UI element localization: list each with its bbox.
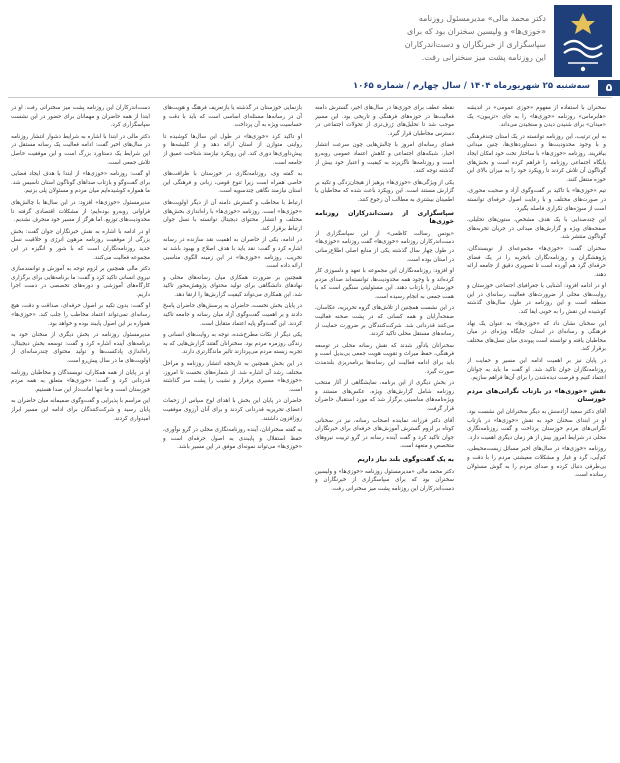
issue-info: سه‌شنبه ۲۵ شهریورماه ۱۴۰۴ / سال چهارم / شماره ۱۰۶۵ [352,81,590,91]
article-paragraph: مدیرمسئول روزنامه در بخش دیگری از سخنان خود به برنامه‌های آینده اشاره کرد و گفت: توسعه بخش دیجیتال، راه‌اندازی پادکست‌ها و تولید محتوای چندرسانه‌ای از اولویت‌های ما در سال پیش‌رو است. [11,332,150,365]
article-paragraph: در پایان بخش نخست، حاضران به پرسش‌های حاضران پاسخ دادند و بر اهمیت گفت‌وگوی آزاد میان رسانه و جامعه تاکید کردند. این گفت‌وگو پایه اعتماد متقابل است. [163,303,302,327]
article-paragraph: در ادامه، یکی از حاضران به اهمیت نقد سازنده در رسانه اشاره کرد و گفت: نقد باید با هدف اصلاح و بهبود باشد نه تخریب. روزنامه «خوزی‌ها» در این زمینه الگوی مناسبی ارائه داده است. [163,237,302,270]
article-paragraph: آقای دکتر سعید آزادمنش به دیگر سخنرانان این نشست بود. او در ابتدای سخنان خود به نقش «خوزی‌ها» در بازتاب نگرانی‌های مردم خوزستان پرداخت و گفت روزنامه‌نگاری محلی در شرایط امروز بیش از هر زمان دیگری اهمیت دارد. [467,409,606,441]
article-paragraph: مدیرمسئول «خوزی‌ها» افزود: در این سال‌ها با چالش‌های فراوانی روبه‌رو بوده‌ایم؛ از مشکلات اقتصادی گرفته تا محدودیت‌های توزیع. اما هرگز از مسیر خود منحرف نشدیم. [11,199,150,224]
article-paragraph: روزنامه «خوزی‌ها» در سال‌های اخیر مسائل زیست‌محیطی، کم‌آبی، گرد و غبار و مشکلات معیشتی مردم را با دقت و بی‌طرفی دنبال کرده و صدای مردم را به گوش مسئولان رسانده است. [467,446,606,479]
article-paragraph: او در پایان از همه همکاران، نویسندگان و مخاطبان روزنامه قدردانی کرد و گفت: «خوزی‌ها» متعلق به همه مردم خوزستان است و ما تنها امانت‌دار این صدا هستیم. [11,369,150,393]
article-paragraph: این سخنان نشان داد که «خوزی‌ها» به عنوان یک نهاد فرهنگی و رسانه‌ای در استان، جایگاه ویژه‌ای در میان مخاطبان یافته و توانسته است پیوندی میان نسل‌های مختلف برقرار کند. [467,320,606,353]
article-paragraph: در پایان نیز بر اهمیت ادامه این مسیر و حمایت از روزنامه‌نگاران جوان تاکید شد. او گفت ما باید به جوانان اعتماد کنیم و فرصت دیده‌شدن را برای آن‌ها فراهم سازیم. [467,358,606,382]
newspaper-logo-icon [554,5,612,77]
article-paragraph: به گفته سخنرانان، آینده روزنامه‌نگاری محلی در گرو نوآوری، حفظ استقلال و پایبندی به اصول حرفه‌ای است و «خوزی‌ها» می‌تواند نمونه‌ای موفق در این مسیر باشد. [163,427,302,451]
article-paragraph: او در ادامه با اشاره به نقش خبرنگاران جوان گفت: بخش بزرگی از موفقیت روزنامه مرهون انرژی و خلاقیت نسل جدید روزنامه‌نگاران است که با شور و انگیزه در این مجموعه فعالیت می‌کنند. [11,228,150,261]
article-paragraph: او افزود: روزنامه‌نگاران این مجموعه با تعهد و دلسوزی کار کرده‌اند و با وجود همه محدودیت‌ها، توانسته‌اند صدای مردم خوزستان را بازتاب دهند. این مسئولیتی سنگین است که با همت جمعی به انجام رسیده است. [315,268,454,300]
text-column-2 [315,104,454,754]
article-paragraph: در بخش دیگری از این برنامه، نمایشگاهی از آثار منتخب روزنامه شامل گزارش‌های ویژه، عکس‌های مستند و ویژه‌نامه‌های مناسبتی برگزار شد که مورد استقبال حاضران قرار گرفت. [315,380,454,412]
article-paragraph: او گفت: بدون تکیه بر اصول حرفه‌ای، صداقت و دقت، هیچ رسانه‌ای نمی‌تواند اعتماد مخاطب را جلب کند. «خوزی‌ها» همواره بر این اصول پایبند بوده و خواهد بود. [11,303,150,327]
article-paragraph: دست‌اندرکاران این روزنامه پشت میز سخنرانی رفت. او در ابتدا از همه حاضران و مهمانان برای حضور در این نشست سپاسگزاری کرد. [11,105,150,129]
article-paragraph: یکی از ویژگی‌های «خوزی‌ها» پرهیز از هیجان‌زدگی و تکیه بر گزارش مستند است. این رویکرد باعث شده که مخاطبان با اطمینان بیشتری به مطالب آن رجوع کنند. [315,179,454,203]
article-paragraph: او تاکید کرد «خوزی‌ها» در طول این سال‌ها کوشیده تا روایتی متوازن از استان ارائه دهد و از کلیشه‌ها و پیش‌داوری‌ها دوری کند. این رویکرد نیازمند شناخت عمیق از جامعه است. [163,133,302,166]
text-column-3 [163,104,302,754]
text-column-1 [467,104,606,754]
article-paragraph: فضای رسانه‌ای امروز با چالش‌هایی چون سرعت انتشار اخبار، شبکه‌های اجتماعی و کاهش اعتماد عمومی روبه‌رو است و روزنامه‌ها ناگزیرند به کیفیت و اعتبار خود بیش از گذشته توجه کنند. [315,142,454,175]
article-paragraph: دکتر مالی همچنین بر لزوم توجه به آموزش و توانمندسازی نیروی انسانی تاکید کرد و گفت: ما برنامه‌هایی برای برگزاری کارگاه‌های آموزشی و دوره‌های تخصصی در دست اجرا داریم. [11,266,150,298]
section-heading: به یک گفت‌وگوی بلند نیاز داریم [357,455,454,463]
article-paragraph: او گفت: روزنامه «خوزی‌ها» از ابتدا با هدف ایجاد فضایی برای گفت‌وگو و بازتاب صداهای گوناگون استان تاسیس شد. ما همواره کوشیده‌ایم میان مردم و مسئولان پلی بزنیم. [11,171,150,195]
text-column-4 [11,104,150,754]
article-paragraph: سخنران با استفاده از مفهوم «خوزی عمومی» در اندیشه «هابرماس» روزنامه «خوزی‌ها» را به جای «تریبون» یک «میدان» برای شنیدن دیدن و سنجیدن می‌داند. [467,105,606,129]
article-paragraph: سخنران گفت: «خوزی‌ها» مجموعه‌ای از نویسندگان، پژوهشگران و روزنامه‌نگاران باتجربه را در یک فضای حرفه‌ای گرد هم آورده است تا تصویری دقیق از جامعه ارائه دهند. [467,245,606,278]
article-paragraph: این چندصدایی با یک هدف مشخص، ستون‌های تحلیلی، صفحه‌های ویژه و گزارش‌های میدانی در جریان تجربه‌های گوناگون منتشر شد. [467,217,606,241]
section-heading: نقش «خوزی‌ها» در بازتاب نگرانی‌های مردم خوزستان [467,387,606,404]
article-paragraph: دکتر مالی در ابتدا با اشاره به شرایط دشوار انتشار روزنامه در سال‌های اخیر گفت: ادامه فعالیت یک رسانه مستقل در این شرایط یک دستاورد بزرگ است و این موفقیت حاصل تلاش جمعی است. [11,133,150,166]
article-paragraph: آقای دکتر فرزانه، نماینده اصحاب رسانه، نیز در سخنانی کوتاه بر لزوم گسترش آموزش‌های حرفه‌ای برای خبرنگاران جوان تاکید کرد و گفت آینده رسانه در گرو تربیت نیروهای متخصص و متعهد است. [315,417,454,450]
section-heading: سپاسگزاری از دست‌اندرکاران روزنامه خوزی‌ها [315,209,454,226]
article-paragraph: در این بخش همچنین به تاریخچه انتشار روزنامه و مراحل مختلف رشد آن اشاره شد. از شماره‌های نخست تا امروز، «خوزی‌ها» مسیری پرفراز و نشیب را پشت سر گذاشته است. [163,361,302,393]
article-paragraph: به گفته وی، روزنامه‌نگاری در خوزستان با ظرافت‌های خاصی همراه است زیرا تنوع قومی، زبانی و فرهنگی این استان نیازمند نگاهی چندسویه است. [163,171,302,195]
article-paragraph: این مراسم با پذیرایی و گفت‌وگوی صمیمانه میان حاضران به پایان رسید و شرکت‌کنندگان برای ادامه این مسیر ابراز امیدواری کردند. [11,398,150,422]
article-paragraph: «یونس رسالت کاظمی» از این سپاسگزاری از دست‌اندرکاران روزنامه «خوزی‌ها» گفت روزنامه «خوزی‌ها» در طول چهار سال گذشته یکی از منابع اصلی اطلاع‌رسانی در استان بوده است. [315,230,454,263]
issue-bar [0,80,620,94]
article-paragraph: تیم «خوزی‌ها» با تاکید بر گفت‌وگوی آزاد و صحبت محوری، در صورت‌های مختلف و با رعایت اصول حرفه‌ای توانسته است از سوژه‌های تکراری فاصله بگیرد. [467,188,606,212]
page-number: ۵ [598,80,620,96]
article-paragraph: همچنین بر ضرورت همکاری میان رسانه‌های محلی و نهادهای دانشگاهی برای تولید محتوای پژوهش‌محور تاکید شد. این همکاری می‌تواند کیفیت گزارش‌ها را ارتقا دهد. [163,274,302,298]
article-paragraph: او در ادامه افزود: آشنایی با جغرافیای اجتماعی خوزستان و روایت‌های محلی از ضرورت‌های فعالیت رسانه‌ای در این منطقه است و این روزنامه در طول سال‌های گذشته کوشیده این نقش را به خوبی ایفا کند. [467,283,606,316]
article-paragraph: به این ترتیب، این روزنامه توانسته در یک استان چندفرهنگی و با وجود محدودیت‌ها و دستاوردهای‌ها، چنین میدانی بیافریند. روزنامه «خوزی‌ها» با ساختار تخت خود امکان ایجاد پایگاه اجتماعی روزنامه را فراهم کرده است و بخش‌های گوناگون آن تلاش کردند تا رویکرد خود را به میزان بالای این حوزه منتقل کنند. [467,133,606,183]
intro-summary: دکتر محمد مالی» مدیرمسئول روزنامه «خوزی‌ها» و ولیسین سخنران بود که برای سپاسگزاری از خبرنگاران و دست‌اندرکاران این روزنامه پشت میز سخنرانی رفت. [404,14,546,62]
article-paragraph: حاضران در پایان این بخش با اهدای لوح سپاس از زحمات اعضای تحریریه قدردانی کردند و برای آنان آرزوی موفقیت روزافزون داشتند. [163,398,302,422]
article-paragraph: بازنمایی خوزستان در گذشته یا بازتعریف فرهنگ و هویت‌های آن در رسانه‌ها مسئله‌ای اساسی است که باید با دقت و حساسیت ویژه به آن پرداخت. [163,105,302,129]
article-paragraph: نقطه عطف برای خوزی‌ها در سال‌های اخیر، گسترش دامنه فعالیت‌ها در حوزه‌های فرهنگی و تاریخی بود. این مسیر موجب شد تا تحلیل‌های ژرف‌تری از تحولات اجتماعی در دسترس مخاطبان قرار گیرد. [315,105,454,137]
header-divider [8,97,612,98]
article-paragraph: دکتر محمد مالی «مدیرمسئول روزنامه «خوزی‌ها» و ولیسین سخنران بود که برای سپاسگزاری از خبرنگاران و دست‌اندرکاران این روزنامه پشت میز سخنرانی رفت. [315,468,454,492]
article-paragraph: یکی دیگر از نکات مطرح‌شده، توجه به روایت‌های انسانی و زندگی روزمره مردم بود. سخنرانان گفتند گزارش‌هایی که به تجربه زیسته مردم می‌پردازند تاثیر ماندگارتری دارند. [163,332,302,356]
article-paragraph: در این نشست همچنین از تلاش‌های گروه تحریریه، عکاسان، صفحه‌آرایان و همه کسانی که در پشت صحنه فعالیت می‌کنند قدردانی شد. شرکت‌کنندگان بر ضرورت حمایت از رسانه‌های مستقل محلی تاکید کردند. [315,305,454,338]
article-paragraph: ارتباط با مخاطب و گسترش دامنه آن از دیگر اولویت‌های «خوزی‌ها» است. روزنامه «خوزی‌ها» با راه‌اندازی بخش‌های مختلف و انتشار محتوای دیجیتال توانسته با نسل جوان ارتباط برقرار کند. [163,199,302,232]
page-header [0,0,620,95]
article-paragraph: سخنرانان یادآور شدند که نقش رسانه محلی در توسعه فرهنگی، حفظ میراث و تقویت هویت جمعی بی‌بدیل است و باید برای ادامه فعالیت این رسانه‌ها برنامه‌ریزی بلندمدت صورت گیرد. [315,342,454,375]
